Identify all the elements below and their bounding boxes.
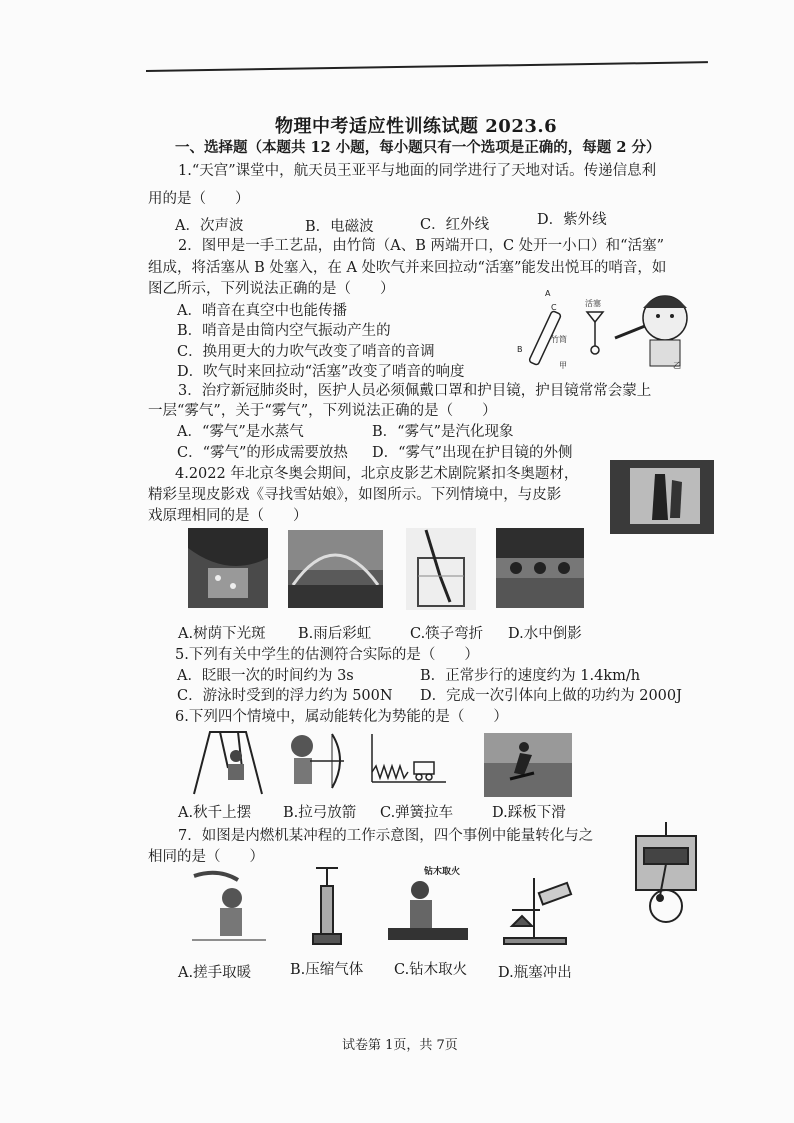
- q6-stem: 6.下列四个情境中，属动能转化为势能的是（ ）: [175, 709, 508, 725]
- page-title: 物理中考适应性训练试题 2023.6: [275, 116, 558, 137]
- q6-option-b: B.拉弓放箭: [283, 805, 357, 821]
- q1-option-c: C．红外线: [420, 217, 490, 233]
- boy-blowing-illustration: [615, 296, 687, 370]
- header-rule: [146, 61, 708, 72]
- label-c: C: [551, 303, 557, 312]
- label-a: A: [545, 289, 551, 298]
- q4-stem-line2: 精彩呈现皮影戏《寻找雪姑娘》，如图所示。下列情境中，与皮影: [148, 487, 562, 503]
- spring-cart-illustration: [368, 732, 448, 788]
- q2-option-d: D．吹气时来回拉动“活塞”改变了哨音的响度: [177, 364, 465, 380]
- q2-stem-line3: 图乙所示，下列说法正确的是（ ）: [148, 281, 395, 297]
- q6-option-d: D.踩板下滑: [492, 805, 566, 821]
- q3-option-d: D．“雾气”出现在护目镜的外侧: [372, 445, 573, 461]
- tree-shade-photo: [188, 528, 268, 608]
- label-tube: 竹筒: [551, 335, 567, 344]
- page-footer: 试卷第 1页，共 7页: [342, 1038, 458, 1053]
- label-yi: 乙: [673, 361, 681, 370]
- water-reflection-photo: [496, 528, 584, 608]
- section-heading: 一、选择题（本题共 12 小题，每小题只有一个选项是正确的，每题 2 分）: [175, 139, 661, 156]
- swing-illustration: [188, 728, 266, 796]
- drilling-wood-illustration: [380, 862, 474, 948]
- q3-stem-line2: 一层“雾气”，关于“雾气”，下列说法正确的是（ ）: [148, 403, 497, 419]
- rubbing-hands-illustration: [188, 866, 270, 946]
- q7-stem-line1: 7．如图是内燃机某冲程的工作示意图，四个事例中能量转化与之: [178, 828, 594, 844]
- q6-option-c: C.弹簧拉车: [380, 805, 454, 821]
- label-piston: 活塞: [585, 299, 601, 308]
- q4-stem-line1: 4.2022 年北京冬奥会期间，北京皮影艺术剧院紧扣冬奥题材，: [175, 466, 579, 482]
- q5-stem: 5.下列有关中学生的估测符合实际的是（ ）: [175, 647, 479, 663]
- q2-stem-line2: 组成，将活塞从 B 处塞入，在 A 处吹气并来回拉动“活塞”能发出悦耳的哨音，如: [148, 260, 667, 276]
- engine-cylinder-diagram: [630, 818, 702, 926]
- q7-option-b: B.压缩气体: [290, 962, 364, 978]
- q2-option-b: B．哨音是由筒内空气振动产生的: [177, 323, 391, 339]
- label-jia: 甲: [559, 361, 567, 370]
- q7-option-a: A.搓手取暖: [178, 965, 252, 981]
- q4-stem-line3: 戏原理相同的是（ ）: [148, 508, 308, 524]
- archer-illustration: [282, 730, 352, 796]
- q5-option-c: C．游泳时受到的浮力约为 500N: [177, 688, 393, 704]
- shadow-puppet-photo: [610, 460, 714, 534]
- q7-option-d: D.瓶塞冲出: [498, 965, 572, 981]
- q5-option-a: A．眨眼一次的时间约为 3s: [177, 668, 354, 684]
- q1-option-a: A．次声波: [175, 218, 244, 234]
- q7-option-c: C.钻木取火: [394, 962, 468, 978]
- q1-stem-line1: 1.“天宫”课堂中，航天员王亚平与地面的同学进行了天地对话。传递信息利: [178, 163, 657, 179]
- q5-option-b: B．正常步行的速度约为 1.4km/h: [420, 668, 641, 684]
- q5-option-d: D．完成一次引体向上做的功约为 2000J: [420, 688, 682, 704]
- q4-option-d: D.水中倒影: [508, 626, 582, 642]
- q1-option-b: B．电磁波: [305, 219, 374, 235]
- q3-option-a: A．“雾气”是水蒸气: [177, 424, 304, 440]
- q4-option-b: B.雨后彩虹: [298, 626, 372, 642]
- bamboo-whistle-figure: [515, 280, 695, 370]
- compression-tube-illustration: [310, 864, 344, 948]
- q1-stem-line2: 用的是（ ）: [148, 191, 250, 207]
- q3-stem-line1: 3．治疗新冠肺炎时，医护人员必须佩戴口罩和护目镜，护目镜常常会蒙上: [178, 383, 652, 399]
- bottle-cork-illustration: [494, 870, 576, 948]
- q4-option-a: A.树荫下光斑: [178, 626, 266, 642]
- rainbow-photo: [288, 530, 383, 608]
- q3-option-b: B．“雾气”是汽化现象: [372, 424, 514, 440]
- q2-stem-line1: 2．图甲是一手工艺品，由竹筒（A、B 两端开口，C 处开一小口）和“活塞”: [178, 238, 664, 254]
- chopstick-glass-photo: [406, 528, 476, 610]
- q6-option-a: A.秋千上摆: [178, 805, 252, 821]
- q2-option-a: A．哨音在真空中也能传播: [177, 303, 347, 319]
- q4-option-c: C.筷子弯折: [410, 626, 484, 642]
- q1-option-d: D．紫外线: [537, 212, 607, 228]
- skateboard-photo: [484, 733, 572, 797]
- label-b: B: [517, 345, 523, 354]
- drilling-caption: 钻木取火: [424, 867, 461, 877]
- q2-option-c: C．换用更大的力吹气改变了哨音的音调: [177, 344, 435, 360]
- q7-stem-line2: 相同的是（ ）: [148, 849, 264, 865]
- q3-option-c: C．“雾气”的形成需要放热: [177, 445, 348, 461]
